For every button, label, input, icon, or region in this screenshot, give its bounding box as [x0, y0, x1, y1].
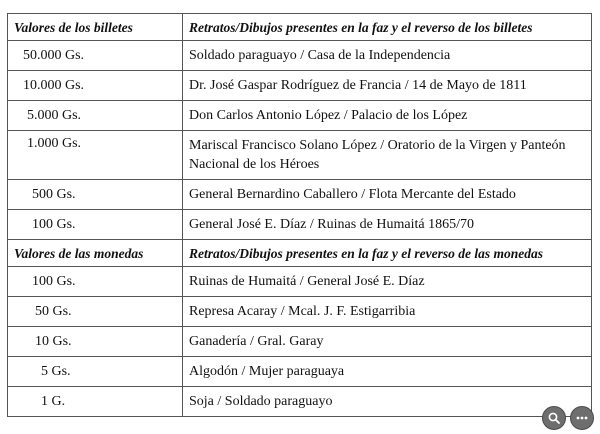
table-row [8, 357, 592, 387]
table-row [8, 131, 592, 180]
banknote-desc: Mariscal Francisco Solano López / Oratorio de la Virgen y Panteón Nacional de los Héroes [183, 131, 592, 180]
table-row [8, 387, 592, 417]
table-row [8, 327, 592, 357]
banknotes-header-desc: Retratos/Dibujos presentes en la faz y el reverso de los billetes [183, 14, 592, 41]
coins-header-row [8, 240, 592, 267]
more-options-button[interactable] [570, 406, 594, 430]
coin-value: 10 Gs. [8, 327, 183, 357]
banknote-value: 100 Gs. [8, 210, 183, 240]
more-options-icon [575, 411, 589, 425]
banknote-desc: Don Carlos Antonio López / Palacio de los López [183, 101, 592, 131]
coin-desc: Represa Acaray / Mcal. J. F. Estigarribia [183, 297, 592, 327]
zoom-button[interactable] [542, 406, 566, 430]
coin-value: 50 Gs. [8, 297, 183, 327]
currency-table [7, 13, 592, 417]
coins-header-value: Valores de las monedas [8, 240, 183, 267]
coin-value: 1 G. [8, 387, 183, 417]
banknotes-header-value: Valores de los billetes [8, 14, 183, 41]
coin-value: 100 Gs. [8, 267, 183, 297]
coin-desc: Algodón / Mujer paraguaya [183, 357, 592, 387]
coin-desc: Ganadería / Gral. Garay [183, 327, 592, 357]
coins-header-desc: Retratos/Dibujos presentes en la faz y el reverso de las monedas [183, 240, 592, 267]
coin-desc: Soja / Soldado paraguayo [183, 387, 592, 417]
table-row [8, 210, 592, 240]
slide-nav-controls [542, 406, 594, 430]
zoom-icon [547, 411, 561, 425]
banknote-value: 50.000 Gs. [8, 41, 183, 71]
table-row [8, 267, 592, 297]
banknote-desc: Dr. José Gaspar Rodríguez de Francia / 14 de Mayo de 1811 [183, 71, 592, 101]
coin-value: 5 Gs. [8, 357, 183, 387]
banknote-desc: Soldado paraguayo / Casa de la Independencia [183, 41, 592, 71]
table-row [8, 41, 592, 71]
banknote-desc: General Bernardino Caballero / Flota Mercante del Estado [183, 180, 592, 210]
table-row [8, 101, 592, 131]
coin-desc: Ruinas de Humaitá / General José E. Díaz [183, 267, 592, 297]
banknote-value: 10.000 Gs. [8, 71, 183, 101]
banknote-desc: General José E. Díaz / Ruinas de Humaitá 1865/70 [183, 210, 592, 240]
banknotes-header-row [8, 14, 592, 41]
table-row [8, 180, 592, 210]
banknote-value: 5.000 Gs. [8, 101, 183, 131]
table-row [8, 71, 592, 101]
table-row [8, 297, 592, 327]
banknote-value: 500 Gs. [8, 180, 183, 210]
banknote-value: 1.000 Gs. [8, 131, 183, 180]
